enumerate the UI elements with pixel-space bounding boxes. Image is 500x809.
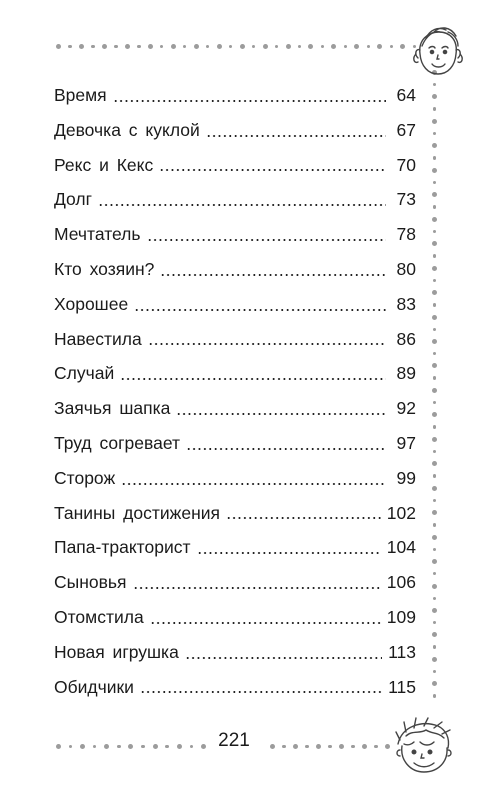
border-dot bbox=[433, 523, 436, 526]
border-dot bbox=[252, 45, 255, 48]
border-dot bbox=[153, 744, 158, 749]
dot-leader bbox=[140, 691, 382, 693]
border-dot bbox=[432, 437, 437, 442]
border-dot bbox=[217, 44, 222, 49]
dot-leader bbox=[121, 483, 386, 485]
toc-entry bbox=[54, 356, 416, 391]
toc-entry-title: Сыновья bbox=[54, 572, 127, 593]
toc-entry-page: 80 bbox=[396, 258, 416, 279]
border-dot bbox=[432, 510, 437, 515]
border-dot bbox=[433, 328, 436, 331]
toc-entry-page: 97 bbox=[396, 432, 416, 453]
border-dot bbox=[91, 45, 94, 48]
bottom-dotted-border-left bbox=[56, 744, 206, 749]
border-dot bbox=[328, 745, 331, 748]
border-dot bbox=[433, 401, 436, 404]
toc-entry bbox=[54, 322, 416, 357]
border-dot bbox=[298, 45, 301, 48]
border-dot bbox=[68, 45, 71, 48]
dot-leader bbox=[98, 204, 386, 206]
border-dot bbox=[433, 132, 436, 135]
toc-entry-title: Рекс и Кекс bbox=[54, 154, 154, 175]
toc-entry bbox=[54, 600, 416, 635]
toc-entry-title: Навестила bbox=[54, 328, 142, 349]
toc-entry bbox=[54, 182, 416, 217]
toc-entry-page: 70 bbox=[396, 154, 416, 175]
toc-entry bbox=[54, 461, 416, 496]
toc-entry-page: 89 bbox=[396, 363, 416, 384]
border-dot bbox=[433, 425, 436, 428]
dot-leader bbox=[197, 552, 381, 554]
border-dot bbox=[433, 621, 436, 624]
toc-entry-title: Отомстила bbox=[54, 606, 144, 627]
toc-entry-title: Папа-тракторист bbox=[54, 537, 191, 558]
girl-face-icon bbox=[412, 24, 464, 80]
dot-leader bbox=[120, 378, 386, 380]
border-dot bbox=[433, 205, 436, 208]
border-dot bbox=[308, 44, 313, 49]
border-dot bbox=[79, 44, 84, 49]
dot-leader bbox=[186, 448, 386, 450]
border-dot bbox=[433, 107, 436, 110]
dot-leader bbox=[148, 343, 386, 345]
border-dot bbox=[141, 745, 144, 748]
border-dot bbox=[432, 290, 437, 295]
border-dot bbox=[275, 45, 278, 48]
toc-entry bbox=[54, 391, 416, 426]
border-dot bbox=[432, 266, 437, 271]
border-dot bbox=[183, 45, 186, 48]
toc-entry bbox=[54, 78, 416, 113]
dot-leader bbox=[226, 517, 381, 519]
border-dot bbox=[194, 44, 199, 49]
dot-leader bbox=[160, 274, 386, 276]
border-dot bbox=[433, 450, 436, 453]
top-dotted-border bbox=[56, 44, 416, 49]
border-dot bbox=[128, 744, 133, 749]
toc-entry-title: Девочка с куклой bbox=[54, 119, 200, 140]
border-dot bbox=[125, 44, 130, 49]
toc-entry-page: 106 bbox=[386, 572, 416, 593]
border-dot bbox=[432, 119, 437, 124]
border-dot bbox=[432, 168, 437, 173]
border-dot bbox=[432, 94, 437, 99]
border-dot bbox=[433, 474, 436, 477]
border-dot bbox=[385, 744, 390, 749]
border-dot bbox=[171, 44, 176, 49]
border-dot bbox=[432, 412, 437, 417]
border-dot bbox=[240, 44, 245, 49]
border-dot bbox=[270, 744, 275, 749]
border-dot bbox=[305, 745, 308, 748]
border-dot bbox=[432, 657, 437, 662]
border-dot bbox=[432, 461, 437, 466]
border-dot bbox=[137, 45, 140, 48]
toc-entry-title: Новая игрушка bbox=[54, 641, 179, 662]
border-dot bbox=[432, 632, 437, 637]
border-dot bbox=[432, 192, 437, 197]
border-dot bbox=[321, 45, 324, 48]
border-dot bbox=[354, 44, 359, 49]
toc-entry bbox=[54, 287, 416, 322]
dot-leader bbox=[206, 135, 386, 137]
right-dotted-border bbox=[432, 70, 437, 698]
border-dot bbox=[432, 241, 437, 246]
boy-face-icon bbox=[392, 716, 456, 778]
toc-entry-title: Кто хозяин? bbox=[54, 258, 155, 279]
border-dot bbox=[229, 45, 232, 48]
border-dot bbox=[432, 143, 437, 148]
border-dot bbox=[432, 339, 437, 344]
border-dot bbox=[102, 44, 107, 49]
border-dot bbox=[432, 388, 437, 393]
toc-entry-page: 64 bbox=[396, 85, 416, 105]
toc-entry-title: Обидчики bbox=[54, 676, 134, 697]
toc-entry bbox=[54, 670, 416, 705]
toc-entry-title: Хорошее bbox=[54, 293, 129, 314]
border-dot bbox=[206, 45, 209, 48]
toc-entry-page: 102 bbox=[386, 502, 416, 523]
dot-leader bbox=[113, 100, 386, 102]
border-dot bbox=[400, 44, 405, 49]
border-dot bbox=[433, 254, 436, 257]
border-dot bbox=[433, 230, 436, 233]
border-dot bbox=[331, 44, 336, 49]
border-dot bbox=[339, 744, 344, 749]
toc-entry-page: 109 bbox=[386, 606, 416, 627]
border-dot bbox=[351, 745, 354, 748]
toc-entry-page: 67 bbox=[396, 119, 416, 140]
page-number: 221 bbox=[208, 730, 260, 752]
border-dot bbox=[432, 584, 437, 589]
toc-entry-title: Заячья шапка bbox=[54, 398, 171, 419]
border-dot bbox=[433, 645, 436, 648]
border-dot bbox=[316, 744, 321, 749]
border-dot bbox=[367, 45, 370, 48]
toc-entry-title: Сторож bbox=[54, 467, 116, 488]
toc-entry-page: 78 bbox=[396, 224, 416, 245]
toc-entry bbox=[54, 635, 416, 670]
border-dot bbox=[165, 745, 168, 748]
dot-leader bbox=[176, 413, 386, 415]
border-dot bbox=[80, 744, 85, 749]
border-dot bbox=[190, 745, 193, 748]
border-dot bbox=[282, 745, 285, 748]
border-dot bbox=[362, 744, 367, 749]
toc-entry-page: 99 bbox=[396, 467, 416, 488]
dot-leader bbox=[159, 169, 386, 171]
border-dot bbox=[433, 303, 436, 306]
toc-entry-page: 92 bbox=[396, 398, 416, 419]
border-dot bbox=[432, 681, 437, 686]
toc-entry-page: 73 bbox=[396, 189, 416, 210]
border-dot bbox=[433, 694, 436, 697]
toc-entry bbox=[54, 426, 416, 461]
toc-entry bbox=[54, 530, 416, 565]
bottom-dotted-border-right bbox=[270, 744, 390, 749]
border-dot bbox=[104, 744, 109, 749]
border-dot bbox=[56, 44, 61, 49]
border-dot bbox=[177, 744, 182, 749]
toc-entry-title: Время bbox=[54, 85, 107, 105]
toc-entry bbox=[54, 148, 416, 183]
border-dot bbox=[93, 745, 96, 748]
border-dot bbox=[432, 486, 437, 491]
border-dot bbox=[433, 352, 436, 355]
border-dot bbox=[433, 376, 436, 379]
toc-entry bbox=[54, 217, 416, 252]
toc-entry-page: 115 bbox=[388, 676, 416, 697]
dot-leader bbox=[133, 587, 381, 589]
border-dot bbox=[432, 535, 437, 540]
border-dot bbox=[433, 670, 436, 673]
border-dot bbox=[286, 44, 291, 49]
border-dot bbox=[160, 45, 163, 48]
border-dot bbox=[344, 45, 347, 48]
border-dot bbox=[433, 499, 436, 502]
border-dot bbox=[433, 156, 436, 159]
border-dot bbox=[56, 744, 61, 749]
table-of-contents bbox=[54, 78, 416, 704]
border-dot bbox=[433, 548, 436, 551]
dot-leader bbox=[147, 239, 386, 241]
toc-entry-page: 113 bbox=[388, 641, 416, 662]
border-dot bbox=[201, 744, 206, 749]
border-dot bbox=[433, 279, 436, 282]
border-dot bbox=[433, 597, 436, 600]
border-dot bbox=[432, 363, 437, 368]
dot-leader bbox=[134, 309, 386, 311]
border-dot bbox=[114, 45, 117, 48]
dot-leader bbox=[150, 622, 381, 624]
border-dot bbox=[432, 217, 437, 222]
toc-entry-page: 86 bbox=[396, 328, 416, 349]
toc-entry-title: Случай bbox=[54, 363, 115, 384]
border-dot bbox=[293, 744, 298, 749]
toc-entry-title: Танины достижения bbox=[54, 502, 221, 523]
toc-entry bbox=[54, 496, 416, 531]
border-dot bbox=[433, 181, 436, 184]
dot-leader bbox=[185, 657, 382, 659]
border-dot bbox=[69, 745, 72, 748]
border-dot bbox=[263, 44, 268, 49]
toc-entry-title: Долг bbox=[54, 189, 92, 210]
border-dot bbox=[432, 608, 437, 613]
border-dot bbox=[432, 559, 437, 564]
border-dot bbox=[117, 745, 120, 748]
toc-entry-page: 83 bbox=[396, 293, 416, 314]
border-dot bbox=[390, 45, 393, 48]
toc-entry bbox=[54, 565, 416, 600]
toc-entry bbox=[54, 252, 416, 287]
border-dot bbox=[377, 44, 382, 49]
toc-entry-title: Труд согревает bbox=[54, 432, 181, 453]
border-dot bbox=[433, 83, 436, 86]
border-dot bbox=[433, 572, 436, 575]
toc-entry-page: 104 bbox=[386, 537, 416, 558]
toc-entry bbox=[54, 113, 416, 148]
border-dot bbox=[374, 745, 377, 748]
toc-entry-title: Мечтатель bbox=[54, 224, 141, 245]
border-dot bbox=[432, 315, 437, 320]
border-dot bbox=[148, 44, 153, 49]
